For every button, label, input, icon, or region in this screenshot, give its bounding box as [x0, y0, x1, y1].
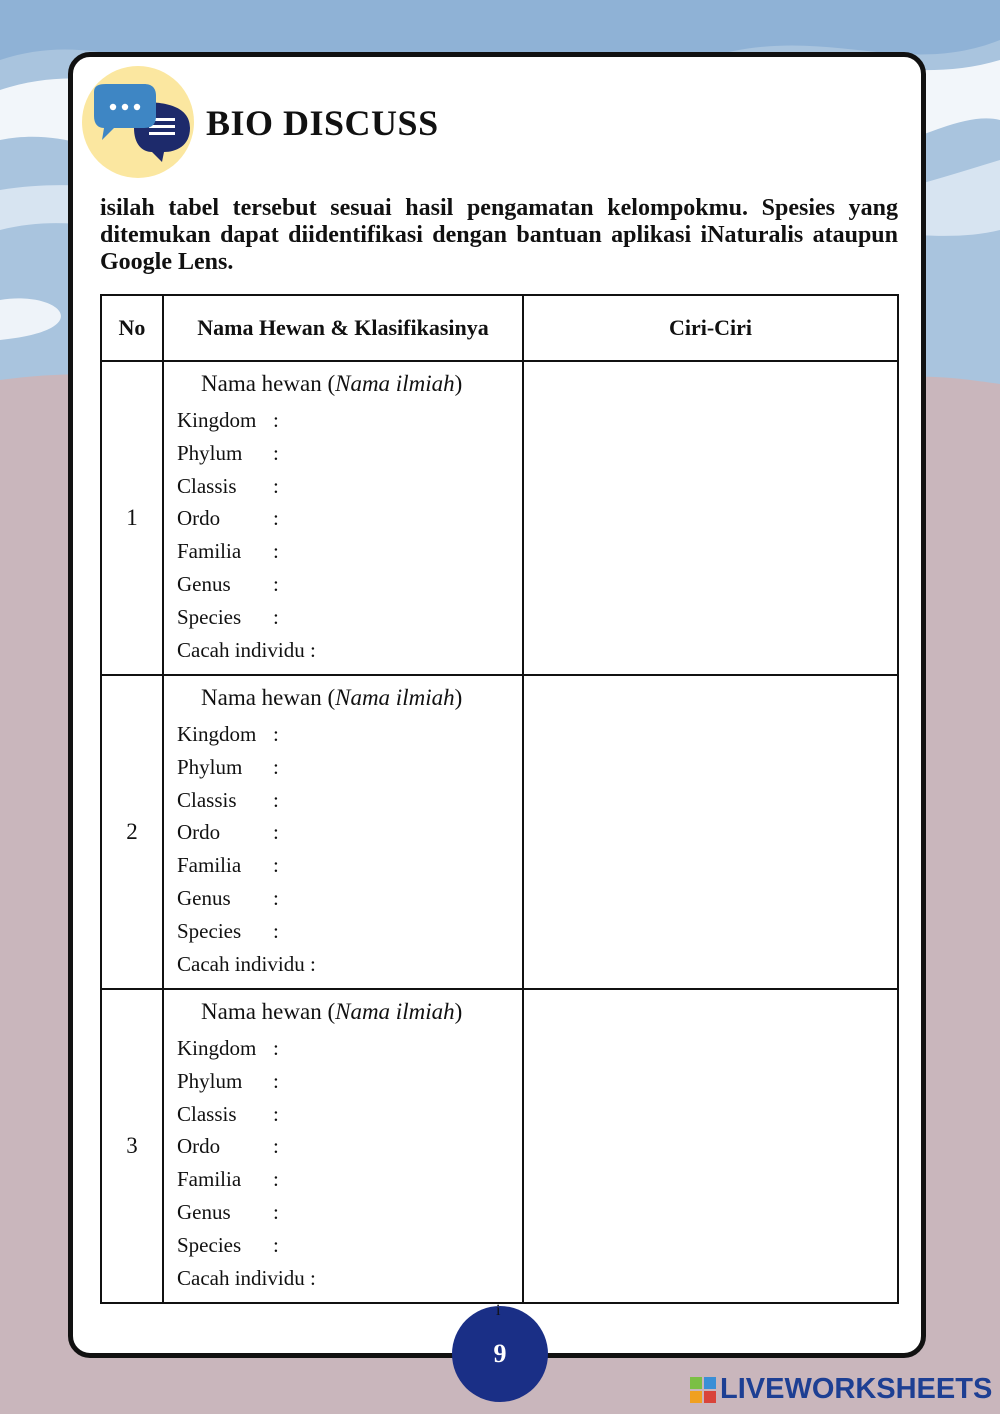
table-header-row	[101, 295, 898, 361]
page-number-badge: 9	[452, 1306, 548, 1402]
genus-row: Genus :	[177, 885, 279, 910]
familia-row: Familia :	[177, 539, 279, 564]
cacah-row: Cacah individu :	[177, 637, 316, 662]
liveworksheets-logo-icon	[690, 1377, 716, 1403]
animal-name-label: Nama hewan (Nama ilmiah)	[201, 371, 463, 396]
chat-bubbles-icon	[86, 82, 196, 164]
traits-cell[interactable]	[523, 675, 898, 989]
footer-mark: i	[496, 1302, 501, 1319]
cacah-row: Cacah individu :	[177, 1265, 316, 1290]
classis-row: Classis :	[177, 1101, 279, 1126]
classis-row: Classis :	[177, 473, 279, 498]
row-number: 1	[101, 361, 163, 675]
genus-row: Genus :	[177, 1199, 279, 1224]
classis-row: Classis :	[177, 787, 279, 812]
ordo-row: Ordo :	[177, 820, 279, 845]
kingdom-row: Kingdom :	[177, 1036, 279, 1060]
animal-name-label: Nama hewan (Nama ilmiah)	[201, 685, 463, 710]
header-name: Nama Hewan & Klasifikasinya	[163, 295, 523, 361]
kingdom-row: Kingdom :	[177, 408, 279, 432]
familia-row: Familia :	[177, 1167, 279, 1192]
classification-cell	[163, 675, 523, 989]
row-number: 3	[101, 989, 163, 1303]
classification-table	[100, 294, 899, 1304]
species-row: Species :	[177, 1232, 279, 1257]
header-traits: Ciri-Ciri	[523, 295, 898, 361]
cacah-row: Cacah individu :	[177, 951, 316, 976]
liveworksheets-text: LIVEWORKSHEETS	[720, 1373, 993, 1405]
ordo-row: Ordo :	[177, 1134, 279, 1159]
row-number: 2	[101, 675, 163, 989]
classification-cell	[163, 361, 523, 675]
phylum-row: Phylum :	[177, 1068, 279, 1093]
genus-row: Genus :	[177, 571, 279, 596]
kingdom-row: Kingdom :	[177, 722, 279, 746]
table-row	[101, 675, 898, 989]
classification-cell	[163, 989, 523, 1303]
table-row	[101, 989, 898, 1303]
page-title: BIO DISCUSS	[206, 103, 439, 143]
phylum-row: Phylum :	[177, 440, 279, 465]
familia-row: Familia :	[177, 853, 279, 878]
ordo-row: Ordo :	[177, 506, 279, 531]
traits-cell[interactable]	[523, 989, 898, 1303]
animal-name-label: Nama hewan (Nama ilmiah)	[201, 999, 463, 1024]
instruction-text: isilah tabel tersebut sesuai hasil pengamatan kelompokmu. Spesies yang ditemukan dapat diidentifikasi dengan bantuan aplikasi iNaturalis ataupun Google Lens.	[100, 195, 898, 275]
phylum-row: Phylum :	[177, 754, 279, 779]
liveworksheets-watermark	[690, 1373, 992, 1406]
species-row: Species :	[177, 918, 279, 943]
table-row	[101, 361, 898, 675]
traits-cell[interactable]	[523, 361, 898, 675]
species-row: Species :	[177, 604, 279, 629]
header-no: No	[101, 295, 163, 361]
